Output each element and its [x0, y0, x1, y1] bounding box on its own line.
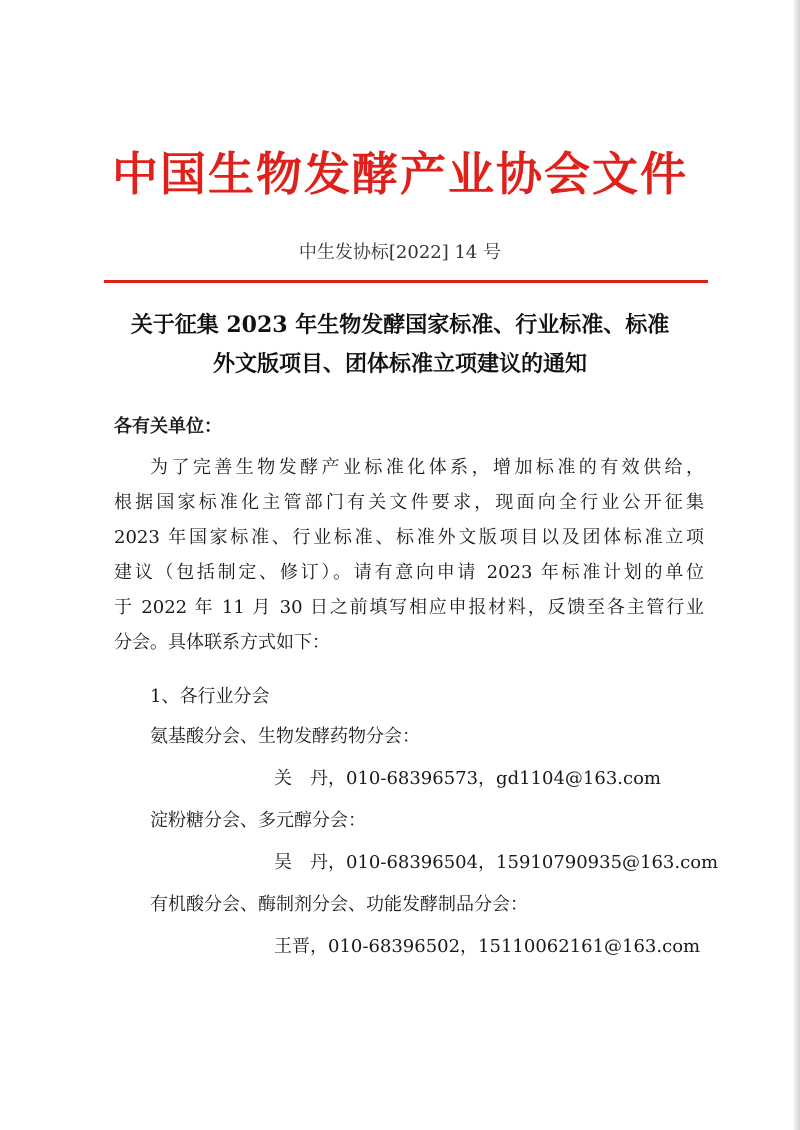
salutation: 各有关单位： — [114, 416, 222, 437]
document-number: 中生发协标[2022] 14 号 — [298, 242, 502, 263]
title-line-1: 关于征集 2023 年生物发酵国家标准、行业标准、标准 — [130, 312, 670, 338]
contact-entry: 吴 丹，010-68396504，15910790935@163.com — [274, 852, 719, 873]
contact-entry: 王晋，010-68396502，15110062161@163.com — [274, 936, 701, 957]
paragraph-line: 建议（包括制定、修订）。请有意向申请 2023 年标准计划的单位 — [114, 562, 704, 583]
branch-list: 淀粉糖分会、多元醇分会： — [150, 810, 366, 831]
document-title — [0, 306, 800, 384]
section-heading: 1、各行业分会 — [150, 686, 270, 707]
branch-list: 有机酸分会、酶制剂分会、功能发酵制品分会： — [150, 894, 528, 915]
paragraph-line: 于 2022 年 11 月 30 日之前填写相应申报材料，反馈至各主管行业 — [114, 597, 704, 618]
paragraph-line: 为了完善生物发酵产业标准化体系，增加标准的有效供给， — [150, 457, 704, 478]
paragraph-line: 根据国家标准化主管部门有关文件要求，现面向全行业公开征集 — [114, 492, 704, 513]
body-paragraph — [114, 450, 704, 660]
branch-list: 氨基酸分会、生物发酵药物分会： — [150, 726, 420, 747]
contact-entry: 关 丹，010-68396573，gd1104@163.com — [274, 768, 661, 789]
paragraph-line: 分会。具体联系方式如下： — [114, 632, 330, 653]
title-line-2: 外文版项目、团体标准立项建议的通知 — [212, 351, 587, 377]
masthead-title: 中国生物发酵产业协会文件 — [112, 147, 688, 201]
paragraph-line: 2023 年国家标准、行业标准、标准外文版项目以及团体标准立项 — [114, 527, 704, 548]
red-divider-line — [104, 280, 708, 283]
